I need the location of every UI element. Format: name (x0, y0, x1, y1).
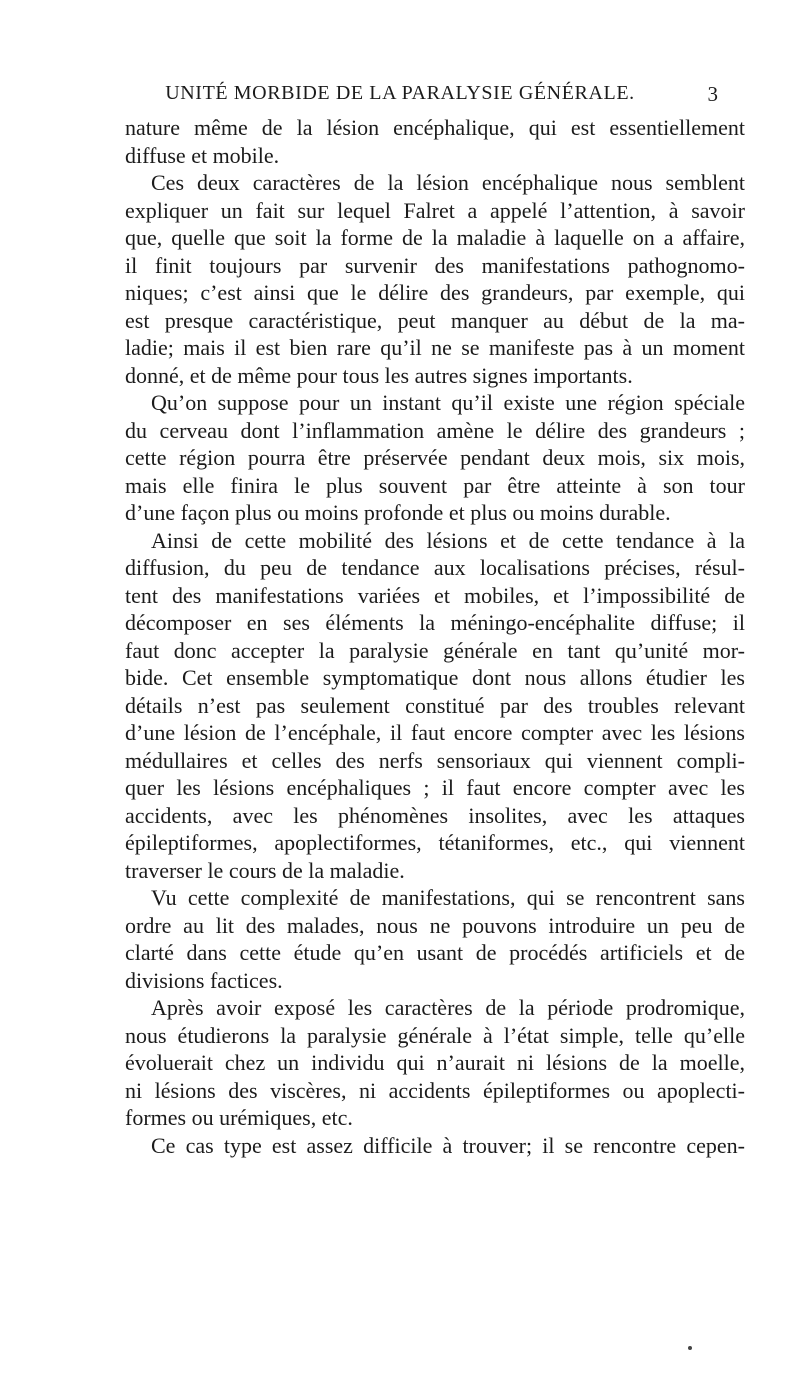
print-speck (688, 1346, 692, 1350)
text-line: ladie; mais il est bien rare qu’il ne se manifeste pas à un moment (125, 335, 745, 360)
text-line: diffusion, du peu de tendance aux localisations précises, résul- (125, 555, 745, 580)
text-line: d’une façon plus ou moins profonde et plus ou moins durable. (125, 500, 671, 525)
text-line: diffuse et mobile. (125, 142, 280, 168)
text-line: bide. Cet ensemble symptomatique dont nous allons étudier les (125, 665, 745, 690)
text-line: nous étudierons la paralysie générale à l’état simple, telle qu’elle (125, 1022, 745, 1048)
text-line: mais elle finira le plus souvent par être atteinte à son tour (125, 472, 745, 498)
text-line: d’une lésion de l’encéphale, il faut encore compter avec les lésions (125, 720, 745, 745)
text-line: donné, et de même pour tous les autres signes importants. (125, 362, 633, 388)
text-line: du cerveau dont l’inflammation amène le délire des grandeurs ; (125, 417, 745, 443)
text-line: détails n’est pas seulement constitué par des troubles relevant (125, 692, 745, 718)
text-line: est presque caractéristique, peut manquer au début de la ma- (125, 307, 745, 333)
text-line: ordre au lit des malades, nous ne pouvons introduire un peu de (125, 912, 745, 938)
text-line: Vu cette complexité de manifestations, qui se rencontrent sans (151, 885, 745, 910)
text-line: ni lésions des viscères, ni accidents épileptiformes ou apoplecti- (125, 1077, 745, 1103)
text-line: il finit toujours par survenir des manifestations pathognomo- (125, 252, 745, 278)
text-line: évoluerait chez un individu qui n’aurait ni lésions de la moelle, (125, 1050, 745, 1075)
text-line: que, quelle que soit la forme de la maladie à laquelle on a affaire, (125, 225, 745, 250)
text-line: Qu’on suppose pour un instant qu’il existe une région spéciale (151, 390, 745, 415)
text-line: Ainsi de cette mobilité des lésions et de cette tendance à la (151, 527, 745, 553)
text-line: niques; c’est ainsi que le délire des grandeurs, par exemple, qui (125, 280, 745, 305)
text-line: clarté dans cette étude qu’en usant de procédés artificiels et de (125, 940, 745, 965)
page-number: 3 (707, 82, 718, 106)
text-line: accidents, avec les phénomènes insolites, avec les attaques (125, 802, 745, 828)
text-line: expliquer un fait sur lequel Falret a appelé l’attention, à savoir (125, 197, 745, 223)
text-line: nature même de la lésion encéphalique, qui est essentiellement (125, 115, 745, 140)
running-head (0, 82, 800, 112)
text-line: tent des manifestations variées et mobiles, et l’impossibilité de (125, 582, 745, 608)
text-line: Après avoir exposé les caractères de la période prodromique, (151, 995, 745, 1020)
text-line: décomposer en ses éléments la méningo-encéphalite diffuse; il (125, 610, 745, 635)
text-line: épileptiformes, apoplectiformes, tétaniformes, etc., qui viennent (125, 830, 745, 855)
text-line: faut donc accepter la paralysie générale en tant qu’unité mor- (125, 637, 745, 663)
body-text (125, 114, 745, 1159)
text-line: cette région pourra être préservée pendant deux mois, six mois, (125, 445, 745, 470)
text-line: Ce cas type est assez difficile à trouver; il se rencontre cepen- (151, 1132, 745, 1158)
text-line: médullaires et celles des nerfs sensoriaux qui viennent compli- (125, 747, 745, 773)
text-line: formes ou urémiques, etc. (125, 1105, 353, 1130)
text-line: divisions factices. (125, 967, 283, 993)
text-line: traverser le cours de la maladie. (125, 857, 405, 883)
text-line: Ces deux caractères de la lésion encéphalique nous semblent (151, 170, 745, 195)
text-line: quer les lésions encéphaliques ; il faut encore compter avec les (125, 775, 745, 800)
running-title: UNITÉ MORBIDE DE LA PARALYSIE GÉNÉRALE. (165, 82, 635, 104)
